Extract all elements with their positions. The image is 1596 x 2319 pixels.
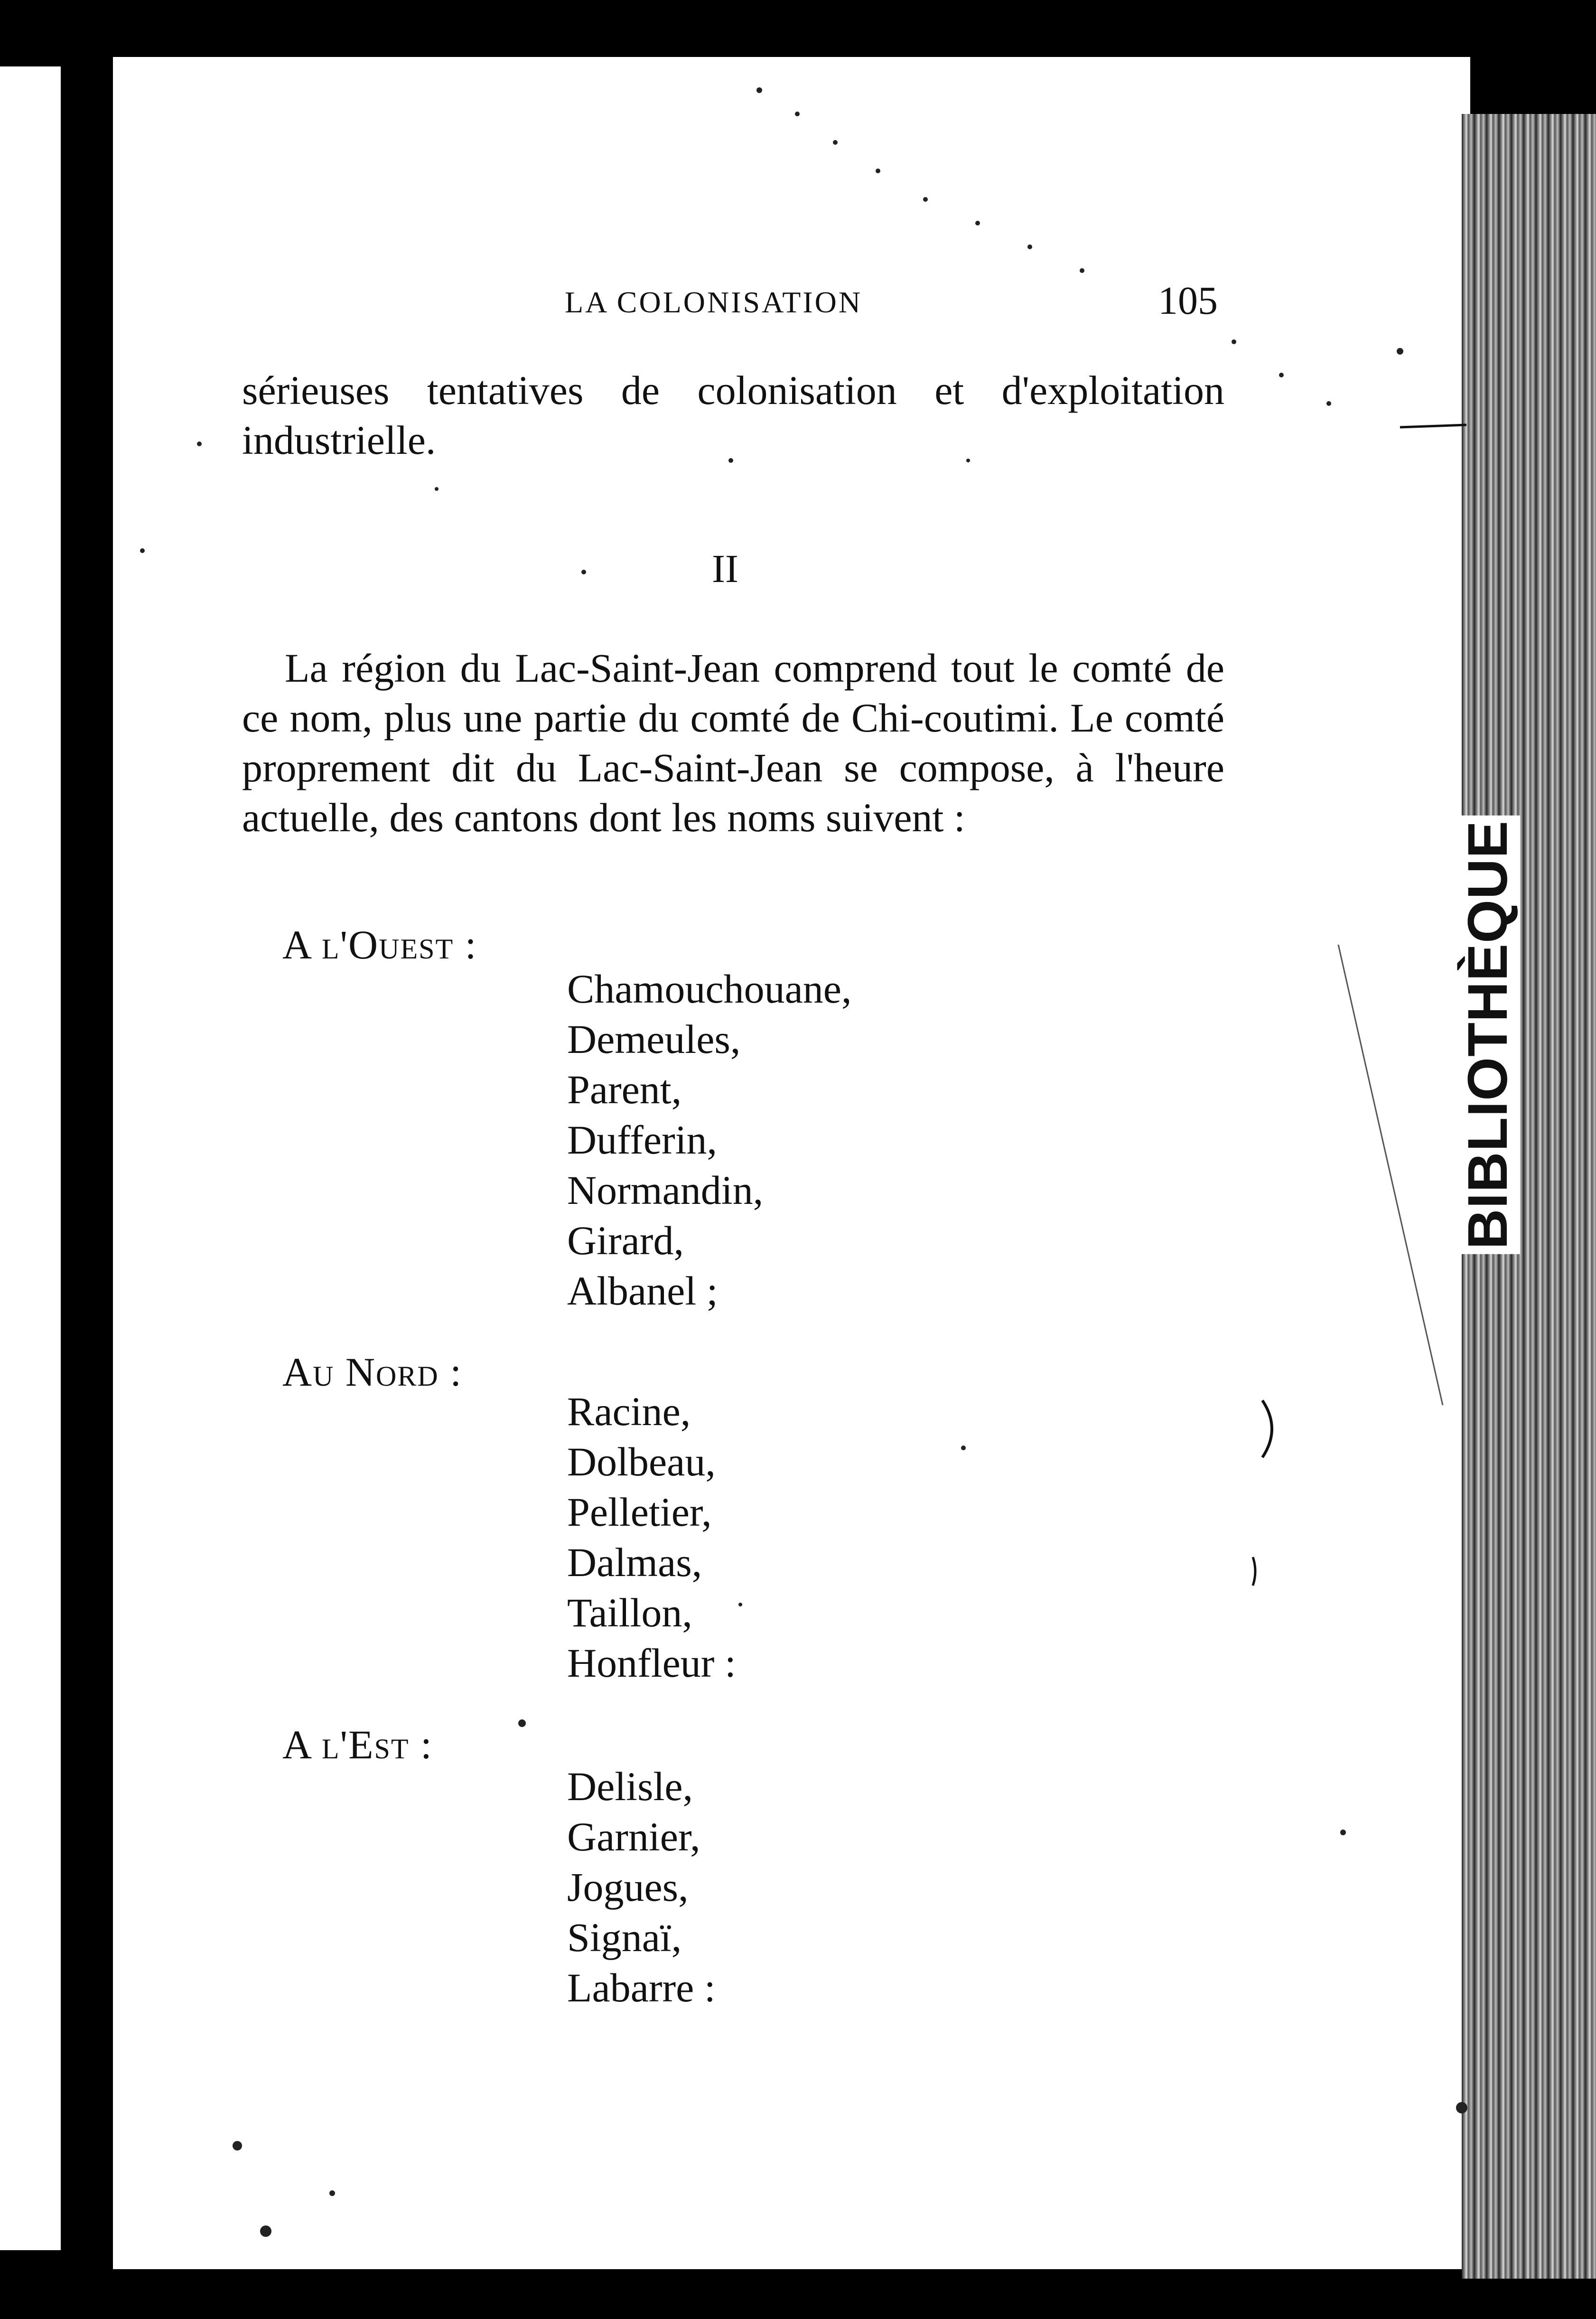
canton-item: Normandin, — [567, 1167, 764, 1213]
group-label-ouest: A l'Ouest : — [282, 922, 477, 967]
canton-list-est — [567, 1761, 716, 2013]
paragraph-region: La région du Lac-Saint-Jean comprend tout le comté de ce nom, plus une partie du comté de Chi-coutimi. Le comté proprement dit du Lac-Saint-Jean se compose, à l'heure actuelle, des cantons dont les noms suivent : — [242, 645, 1224, 840]
section-number: II — [712, 547, 738, 591]
library-stamp — [1456, 820, 1519, 1249]
canton-item: Jogues, — [567, 1864, 689, 1910]
canton-item: Dufferin, — [567, 1117, 718, 1163]
scan-binding-shadow — [61, 57, 113, 2288]
canton-item: Parent, — [567, 1067, 682, 1112]
canton-item: Labarre : — [567, 1965, 716, 2010]
canton-item: Chamouchouane, — [567, 966, 852, 1012]
running-title: LA COLONISATION — [565, 285, 863, 319]
canton-item: Taillon, — [567, 1590, 692, 1635]
library-stamp-text: BIBLIOTHÈQUE — [1456, 816, 1520, 1254]
canton-item: Racine, — [567, 1389, 691, 1434]
canton-item: Signaï, — [567, 1915, 682, 1960]
canton-list-nord — [567, 1386, 736, 1688]
canton-item: Dolbeau, — [567, 1439, 716, 1484]
page-number: 105 — [1158, 279, 1218, 323]
canton-item: Honfleur : — [567, 1640, 736, 1686]
scan-left-margin — [0, 66, 61, 2250]
paragraph-continuation: sérieuses tentatives de colonisation et d'exploitation industrielle. — [242, 367, 1224, 463]
canton-item: Pelletier, — [567, 1489, 712, 1535]
canton-item: Demeules, — [567, 1016, 741, 1062]
group-label-nord: Au Nord : — [282, 1349, 463, 1395]
canton-list-ouest — [567, 964, 851, 1316]
canton-item: Garnier, — [567, 1814, 700, 1859]
canton-item: Albanel ; — [567, 1268, 718, 1314]
canton-item: Delisle, — [567, 1764, 693, 1809]
canton-item: Dalmas, — [567, 1540, 702, 1585]
canton-item: Girard, — [567, 1218, 684, 1263]
group-label-est: A l'Est : — [282, 1722, 433, 1767]
